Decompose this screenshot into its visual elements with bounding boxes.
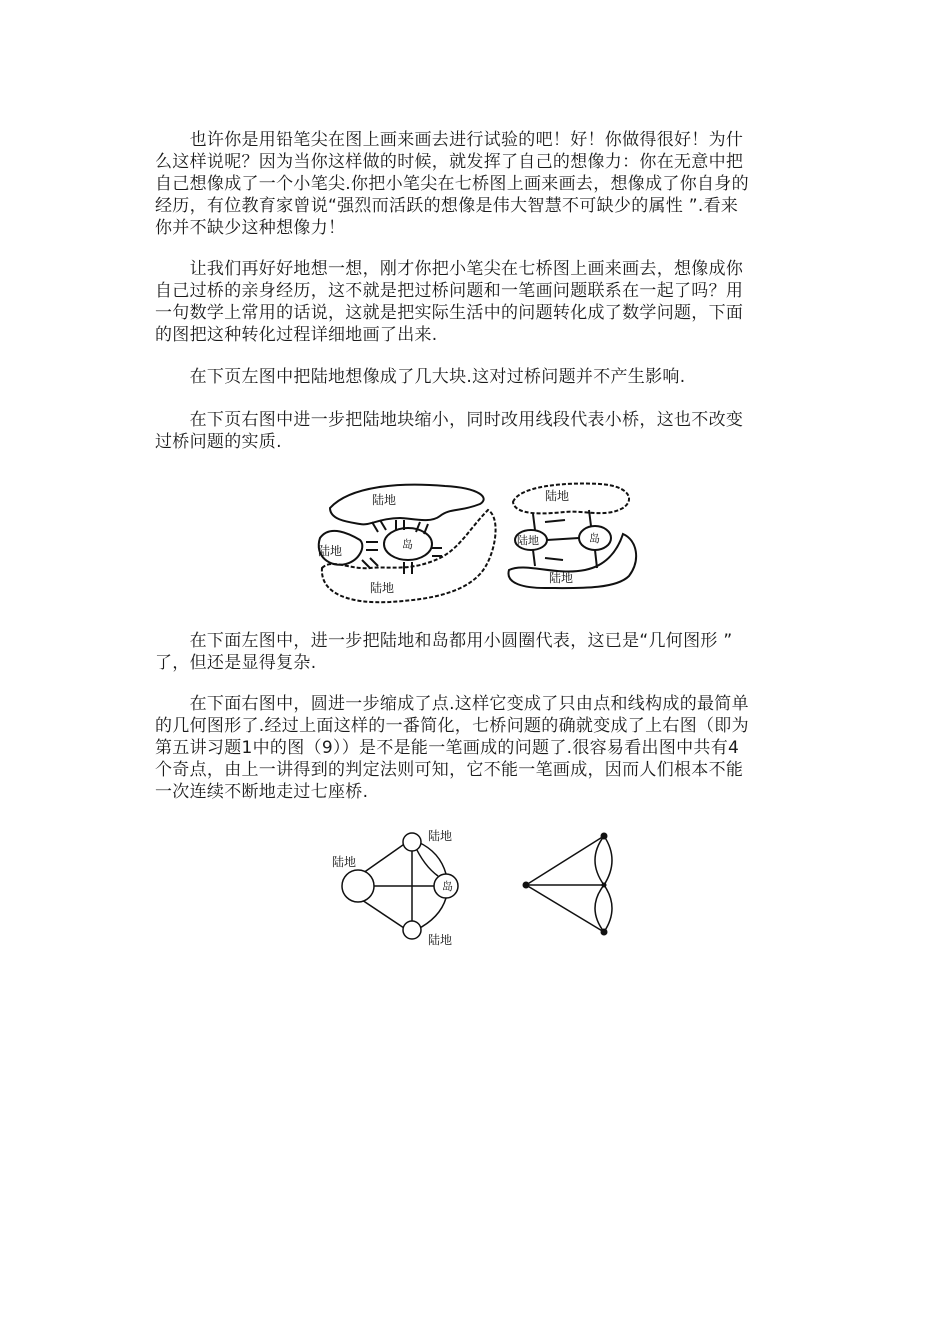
text-line: 经历，有位教育家曾说“强烈而活跃的想像是伟大智慧不可缺少的属性 ”.看来 (155, 196, 739, 216)
text-line: 在下页左图中把陆地想像成了几大块.这对过桥问题并不产生影响. (155, 367, 686, 387)
land-bottom-label: 陆地 (428, 933, 453, 947)
edge-bottom-island (416, 898, 446, 930)
paragraph-imagination (155, 129, 810, 239)
land-bottom-outline (322, 510, 496, 602)
text-line: 你并不缺少这种想像力！ (155, 218, 346, 238)
bridge-lines (533, 510, 597, 568)
node-land-top (403, 833, 421, 851)
edge-middle-bottom-b (604, 885, 612, 932)
node-land-bottom (403, 921, 421, 939)
land-left-label: 陆地 (332, 855, 357, 869)
seven-bridges-simplified-figure (505, 480, 645, 590)
paragraph-left-figure (155, 366, 810, 388)
land-bottom-label: 陆地 (370, 581, 395, 595)
text-line: 让我们再好好地想一想，刚才你把小笔尖在七桥图上画来画去，想像成你 (155, 259, 744, 279)
text-line: 么这样说呢？因为当你这样做的时候，就发挥了自己的想像力：你在无意中把 (155, 152, 744, 172)
edge-top-middle-b (604, 836, 612, 885)
point-graph-figure (518, 830, 624, 938)
text-line: 自己想像成了一个小笔尖.你把小笔尖在七桥图上画来画去，想像成了你自身的 (155, 174, 749, 194)
land-top-label: 陆地 (428, 829, 453, 843)
text-line: 的几何图形了.经过上面这样的一番简化，七桥问题的确就变成了上右图（即为 (155, 716, 749, 736)
text-line: 在下面左图中，进一步把陆地和岛都用小圆圈代表，这已是“几何图形 ” (155, 631, 733, 651)
paragraph-point-graph (155, 693, 810, 803)
text-line: 也许你是用铅笔尖在图上画来画去进行试验的吧！好！你做得很好！为什 (155, 130, 744, 150)
text-line: 的图把这种转化过程详细地画了出来. (155, 325, 438, 345)
text-line: 过桥问题的实质. (155, 432, 282, 452)
paragraph-right-figure (155, 409, 810, 453)
edge-left-top (526, 836, 604, 885)
text-line: 在下页右图中进一步把陆地块缩小，同时改用线段代表小桥，这也不改变 (155, 410, 744, 430)
node-land-left (342, 870, 374, 902)
land-left-label: 陆地 (517, 534, 539, 547)
island-label: 岛 (442, 880, 453, 893)
land-left-label: 陆地 (318, 544, 343, 558)
vertex-middle (602, 883, 607, 888)
text-line: 第五讲习题1中的图（9））是不是能一笔画成的问题了.很容易看出图中共有4 (155, 738, 740, 758)
vertex-left (523, 882, 530, 889)
island-label: 岛 (402, 538, 413, 551)
edge-top-middle-a (595, 836, 604, 885)
land-top-outline (513, 484, 629, 514)
land-top-outline (330, 485, 484, 525)
land-top-label: 陆地 (545, 489, 570, 503)
text-line: 个奇点，由上一讲得到的判定法则可知，它不能一笔画成，因而人们根本不能 (155, 760, 744, 780)
land-top-label: 陆地 (372, 493, 397, 507)
text-line: 一句数学上常用的话说，这就是把实际生活中的问题转化成了数学问题，下面 (155, 303, 744, 323)
edge-left-bottom (526, 885, 604, 932)
paragraph-circle-graph (155, 630, 810, 674)
seven-bridges-land-figure (310, 478, 500, 606)
island-label: 岛 (589, 532, 600, 545)
paragraph-conversion (155, 258, 810, 346)
vertex-bottom (601, 929, 608, 936)
text-line: 在下面右图中，圆进一步缩成了点.这样它变成了只由点和线构成的最简单 (155, 694, 749, 714)
land-bottom-label: 陆地 (549, 571, 574, 585)
vertex-top (601, 833, 608, 840)
text-line: 一次连续不断地走过七座桥. (155, 782, 369, 802)
text-line: 自己过桥的亲身经历，这不就是把过桥问题和一笔画问题联系在一起了吗？用 (155, 281, 744, 301)
text-line: 了，但还是显得复杂. (155, 653, 317, 673)
edge-middle-bottom-a (595, 885, 604, 932)
circle-graph-figure (328, 826, 468, 948)
